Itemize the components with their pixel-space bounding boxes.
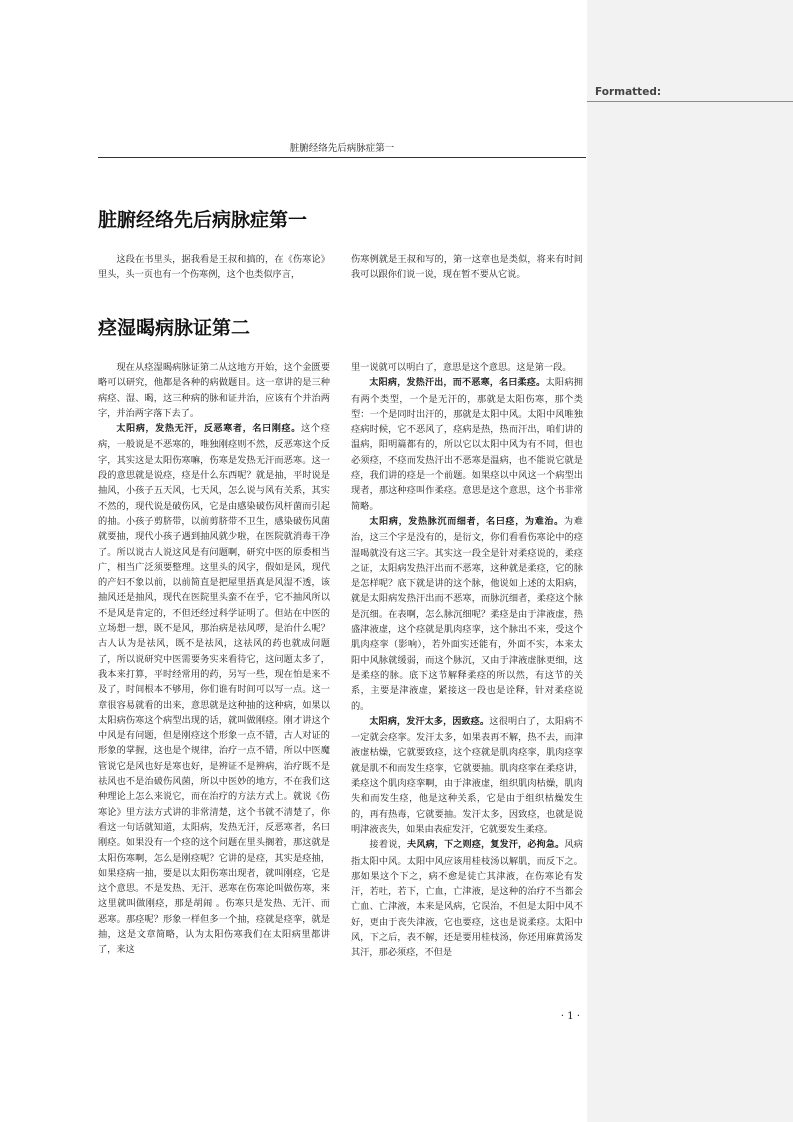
section-title-2: 痉湿暍病脉证第二 — [98, 317, 251, 339]
paragraph: 现在从痉湿暍病脉证第二从这地方开始，这个金匮要略可以研究，他都是各种的病做题目。这一章讲的是三种病痉、湿、暍，这三种病的脉和证并治，应该有个并治两字，并治两字落下去了。 — [98, 362, 330, 419]
paragraph — [351, 714, 583, 837]
paragraph-text: 为难治，这三个字是没有的，是衍文，你们看看伤寒论中的痉湿喝就没有这三字。其实这一段全是针对柔痉说的，柔痉之证，太阳病发热汗出而不恶寒，这种就是柔痉，它的脉是怎样呢？底下就是讲的这个脉，他说如上述的太阳病，就是太阳病发热汗出而不恶寒，而脉沉细者，柔痉这个脉是沉细。在表啊，怎么脉沉细呢？柔痉是由于津液虚，热盛津液虚，这个痉就是肌肉痉挛，这个脉出不来，受这个肌肉痉挛（影响），若外面实还能有，外面不实，本来太阳中风脉就缓弱，而这个脉沉，又由于津液虚脉更细，这是柔痉的脉。底下这节解释柔痉的所以然，有这节的关系，主要是津液虚，紧接这一段也是诠释，针对柔痉说的。 — [351, 515, 583, 712]
section2-left-column — [98, 360, 330, 998]
paragraph — [351, 375, 583, 514]
running-header: 脏腑经络先后病脉症第一 — [98, 140, 586, 158]
clause-heading: 太阳病，发热脉沉而细者，名曰痉，为难治。 — [369, 516, 564, 527]
paragraph — [351, 837, 583, 960]
comment-margin-panel — [587, 0, 793, 1122]
paragraph-lead: 接着说， — [369, 839, 408, 851]
paragraph-text: 太阳病拥有两个类型，一个是无汗的，那就是太阳伤寒，那个类型：一个是同时出汗的，那就是太阳中风。太阳中风唯独痉病时候，它不恶风了，痉病是热，热而汗出，咱们讲的温病，阳明篇都有的，所以它以太阳中风为有不同，但也必须痉，不痉而发热汗出不恶寒是温病，也不能说它就是痉，我们讲的痉是一个前题。如果痉以中风这一个病型出现者，那这种痉叫作柔痉。意思是这个意思，这个书非常简略。 — [351, 377, 583, 512]
section2-right-column — [351, 360, 583, 998]
comment-label[interactable]: Formatted: — [595, 86, 662, 98]
paragraph-text: 这个痉病，一般说是不恶寒的，唯独刚痉则不然，反恶寒这个反字，其实这是太阳伤寒嘛，伤寒是发热无汗而恶寒。这一段的意思就是说痉，痉是什么东西呢？就是抽，平时说是抽风，小孩子五天风，七天风，怎么说与风有关系，其实不然的，现代说是破伤风，它是由感染破伤风杆菌而引起的抽。小孩子剪脐带，以前剪脐带不卫生，感染破伤风菌就要抽，现代小孩子遇到抽风就少啦，在医院就消毒干净了。所以说古人说这风是有问题啊，研究中医的原委相当广，相当广泛须要整理。这里头的风字，假如是风，现代的产妇不象以前，以前简直是把屋里捂真是风湿不透，该抽风还是抽风，现代在医院里头蛮不在乎，它不抽风所以不是风是肯定的，不但还经过科学证明了。但站在中医的立场想一想，既不是风，那治病是祛风啰，是治什么呢？古人认为是祛风，既不是祛风，这祛风的药也就成问题了，所以说研究中医需要务实来看待它，这问题太多了，我本来打算，平时经常用的药，另写一些，现在怕是来不及了，时间根本不够用，你们谁有时间可以写一点。这一章很容易就看的出来，意思就是这种抽的这种病，如果以太阳病伤寒这个病型出现的话，就叫做刚痉。刚才讲这个中风是有问题，但是刚痉这个形象一点不错，古人对证的形象的掌握，这也是个规律，治疗一点不错，所以中医魔管说它是风也好是寒也好，是辨证不是辨病，治疗既不是祛风也不是治破伤风菌，所以中医妙的地方，不在我们这种理论上怎么来说它，而在治疗的方法方式上。就说《伤寒论》里方法方式讲的非常清楚，这个书就不清楚了，你看这一句话就知道，太阳病，发热无汗，反恶寒者，名曰刚痉。如果没有一个痉的这个问题在里头搁着，那这就是太阳伤寒啊，怎么是刚痉呢？它讲的是痉，其实是痉抽，如果痉病一抽，要是以太阳伤寒出现者，就叫刚痉，它是这个意思。不是发热、无汗、恶寒在伤寒论叫做伤寒，来这里就叫做刚痉，那是胡闹 。伤寒只是发热、无汗、而恶寒。那痉呢？形象一样但多一个抽，痉就是痉挛，就是抽，这是文章简略，认为太阳伤寒我们在太阳病里都讲了，来这 — [98, 423, 330, 956]
clause-heading: 太阳病，发热无汗，反恶寒者，名曰刚痉。 — [116, 424, 301, 435]
section1-right-paragraph: 伤寒例就是王叔和写的，第一这章也是类似，将来有时间我可以跟你们说一说，现在暂不要从它说。 — [351, 254, 583, 281]
clause-heading: 夫风病，下之则痉，复发汗，必拘急。 — [407, 840, 565, 851]
clause-heading: 太阳病，发热汗出，而不恶寒，名曰柔痉。 — [369, 378, 546, 389]
paragraph-text: 风病指太阳中风。太阳中风应该用桂枝汤以解肌，而反下之。那如果这个下之，病不愈是徒亡其津液，在伤寒论有发汗，若吐，若下，亡血，亡津液，是这种的治疗不当都会亡血、亡津液，本来是风病，它误治，不但是太阳中风不好，更由于丧失津液，它也要痉，这也是说柔痉。太阳中风，下之后，表不解，还是要用桂枝汤，你还用麻黄汤发其汗，那必须痉，不但是 — [351, 839, 583, 959]
page-number: · 1 · — [560, 1011, 580, 1022]
paragraph — [351, 514, 583, 714]
paragraph — [98, 421, 330, 957]
section1-right-column — [351, 252, 583, 283]
clause-heading: 太阳病，发汗太多，因致痉。 — [369, 716, 490, 727]
section1-left-paragraph: 这段在书里头，据我看是王叔和搞的，在《伤寒论》里头，头一页也有一个伤寒例，这个也类似序言， — [98, 254, 330, 281]
section-title-1: 脏腑经络先后病脉症第一 — [98, 209, 308, 231]
comment-connector-line — [587, 101, 793, 102]
section1-left-column — [98, 252, 330, 283]
paragraph-text: 这很明白了，太阳病不一定就会痉挛。发汗太多，如果表再不解，热不去，而津液虚枯燥，它就要致痉，这个痉就是肌肉痉挛，肌肉痉挛就是肌不和而发生痉挛，它就要抽。肌肉痉挛在柔痉讲，柔痉这个肌肉痉挛啊，由于津液虚，组织肌肉枯燥，肌肉失和而发生痉，他是这种关系，它是由于组织枯燥发生的，再有热毒，它就要抽。发汗太多，因致痉，也就是说明津液丧失，如果由表症发汗，它就要发生柔痉。 — [351, 715, 583, 835]
paragraph: 里一说就可以明白了，意思是这个意思。这是第一段。 — [351, 362, 572, 373]
